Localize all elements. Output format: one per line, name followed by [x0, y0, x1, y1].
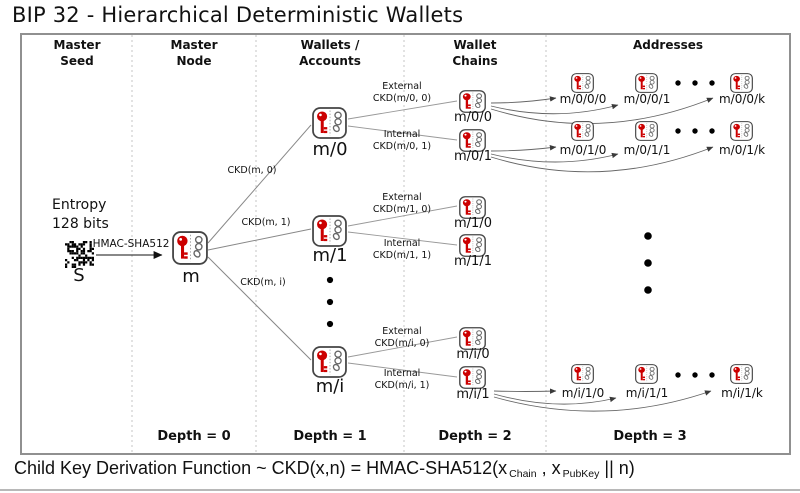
- formula-text: Child Key Derivation Function ~ CKD(x,n) = HMAC-SHA512(x: [14, 458, 508, 478]
- derivation-kind: Internal: [383, 238, 421, 249]
- wallet-node-label: m/i: [315, 376, 345, 397]
- key-chain-icon: [635, 364, 658, 384]
- derivation-label: [347, 368, 457, 393]
- depth-label: Depth = 3: [613, 429, 687, 444]
- column-header-addresses: [633, 38, 703, 54]
- formula-text: , x: [536, 458, 561, 478]
- column-header-line: Master: [170, 38, 218, 52]
- column-header-line: Seed: [60, 53, 94, 68]
- derivation-label: [347, 192, 457, 217]
- address-label: m/0/0/0: [559, 92, 607, 106]
- chain-node-label: m/1/1: [454, 254, 492, 269]
- footer-formula: [14, 458, 635, 480]
- column-header-wallets-accounts: [299, 38, 361, 69]
- key-chain-icon: [571, 73, 594, 93]
- entropy-line: Entropy: [52, 197, 107, 213]
- ckd-edge-label: CKD(m, 0): [227, 165, 277, 176]
- bottom-divider: [0, 489, 800, 491]
- address-label: m/i/1/k: [721, 386, 763, 400]
- derivation-kind: Internal: [383, 129, 421, 140]
- key-chain-icon: [312, 215, 347, 247]
- derivation-kind: External: [382, 326, 422, 337]
- derivation-ckd: CKD(m/1, 1): [372, 250, 432, 262]
- key-chain-icon: [635, 121, 658, 141]
- wallet-node-label: m/1: [312, 245, 348, 266]
- page-title: BIP 32 - Hierarchical Deterministic Wallets: [12, 3, 464, 27]
- column-header-line: Wallets /: [300, 38, 360, 52]
- key-chain-icon: [172, 231, 208, 265]
- seed-label: S: [73, 265, 85, 286]
- key-chain-icon: [459, 366, 486, 389]
- hmac-sha512-label: HMAC-SHA512: [92, 238, 170, 250]
- derivation-ckd: CKD(m/0, 0): [372, 93, 432, 105]
- entropy-label: [52, 196, 109, 234]
- key-chain-icon: [730, 121, 753, 141]
- depth-label: Depth = 2: [438, 429, 512, 444]
- derivation-kind: External: [382, 81, 422, 92]
- formula-sub-pubkey: PubKey: [562, 468, 600, 480]
- master-node-label: m: [182, 266, 200, 287]
- derivation-kind: External: [382, 192, 422, 203]
- depth-label: Depth = 1: [293, 429, 367, 444]
- address-label: m/0/0/1: [623, 92, 671, 106]
- derivation-label: [347, 326, 457, 351]
- ckd-edge-label: CKD(m, 1): [241, 217, 291, 228]
- derivation-ckd: CKD(m/1, 0): [372, 204, 432, 216]
- key-chain-icon: [312, 346, 347, 378]
- chain-node-label: m/1/0: [454, 216, 492, 231]
- chain-node-label: m/i/1: [456, 387, 490, 402]
- address-label: m/i/1/0: [561, 386, 605, 400]
- column-header-wallet-chains: [452, 38, 497, 69]
- address-label: m/0/1/k: [718, 143, 766, 157]
- chain-node-label: m/i/0: [456, 347, 490, 362]
- address-label: m/0/0/k: [718, 92, 766, 106]
- derivation-label: [347, 129, 457, 154]
- seed-entropy-qr: [65, 241, 94, 268]
- derivation-kind: Internal: [383, 368, 421, 379]
- column-header-master-seed: [54, 38, 101, 69]
- column-header-line: Addresses: [632, 38, 704, 52]
- address-label: m/0/1/0: [559, 143, 607, 157]
- ckd-edge-label: CKD(m, i): [240, 277, 286, 288]
- column-header-line: Master: [53, 38, 101, 52]
- key-chain-icon: [730, 364, 753, 384]
- key-chain-icon: [571, 121, 594, 141]
- derivation-ckd: CKD(m/i, 1): [374, 380, 430, 392]
- column-header-line: Accounts: [299, 53, 361, 68]
- column-header-master-node: [171, 38, 218, 69]
- formula-text: || n): [599, 458, 635, 478]
- wallet-node-label: m/0: [312, 139, 348, 160]
- address-label: m/i/1/1: [625, 386, 669, 400]
- chain-node-label: m/0/1: [454, 149, 492, 164]
- derivation-label: [347, 238, 457, 263]
- key-chain-icon: [635, 73, 658, 93]
- derivation-ckd: CKD(m/i, 0): [374, 338, 430, 350]
- key-chain-icon: [312, 107, 347, 139]
- formula-sub-chain: Chain: [509, 468, 537, 480]
- derivation-ckd: CKD(m/0, 1): [372, 141, 432, 153]
- entropy-line: 128 bits: [52, 215, 109, 232]
- key-chain-icon: [571, 364, 594, 384]
- derivation-label: [347, 81, 457, 106]
- address-label: m/0/1/1: [623, 143, 671, 157]
- chain-node-label: m/0/0: [454, 110, 492, 125]
- column-header-line: Node: [176, 53, 212, 68]
- key-chain-icon: [730, 73, 753, 93]
- depth-label: Depth = 0: [157, 429, 231, 444]
- column-header-line: Wallet: [453, 38, 497, 52]
- column-header-line: Chains: [452, 53, 498, 68]
